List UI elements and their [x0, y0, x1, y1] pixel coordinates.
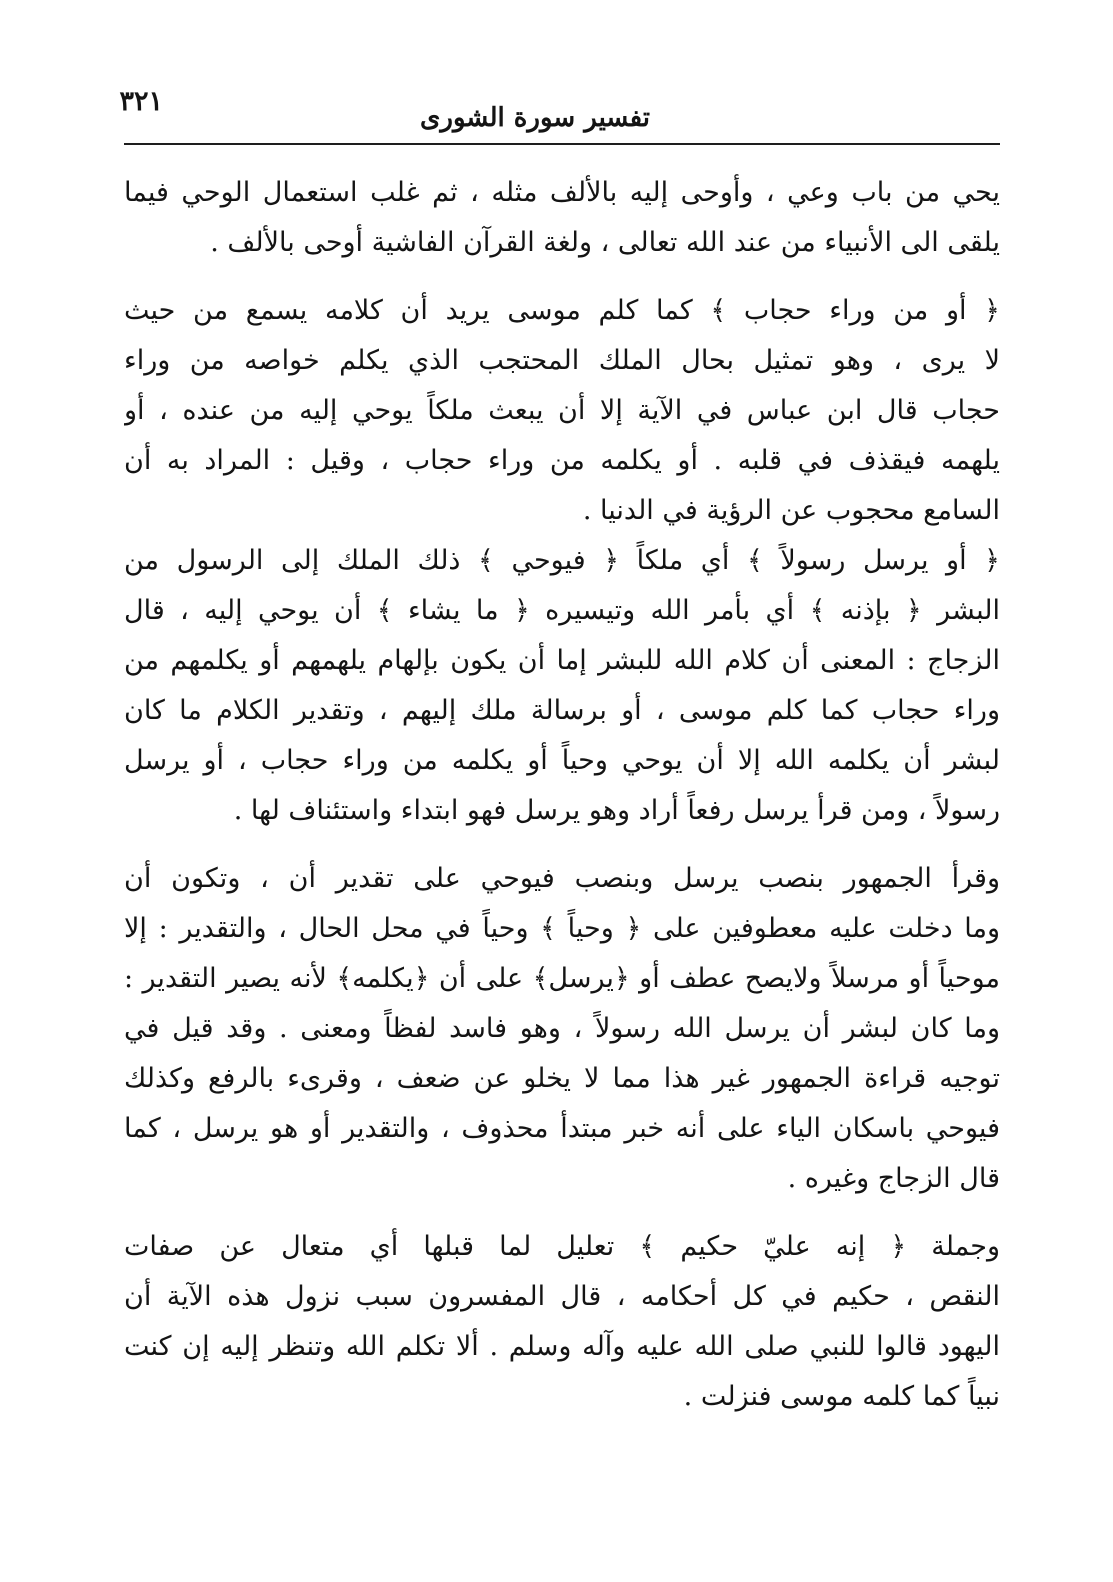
paragraph-3 [124, 536, 1000, 836]
text-line: الزجاج : المعنى أن كلام الله للبشر إما أن يكون بإلهام يلهمهم أو يكلمهم من [124, 645, 1000, 676]
text-line: حجاب قال ابن عباس في الآية إلا أن يبعث ملكاً يوحي إليه من عنده ، أو [124, 395, 1000, 426]
text-line: قال الزجاج وغيره . [787, 1163, 1000, 1194]
text-line: وجملة ﴿ إنه عليّ حكيم ﴾ تعليل لما قبلها أي متعال عن صفات [124, 1231, 1000, 1262]
text-line: رسولاً ، ومن قرأ يرسل رفعاً أراد وهو يرسل فهو ابتداء واستئناف لها . [233, 795, 1000, 826]
header-divider [124, 143, 1000, 145]
text-line: توجيه قراءة الجمهور غير هذا مما لا يخلو عن ضعف ، وقرىء بالرفع وكذلك [124, 1063, 1000, 1094]
paragraph-4 [124, 854, 1000, 1204]
text-line: النقص ، حكيم في كل أحكامه ، قال المفسرون سبب نزول هذه الآية أن [124, 1281, 1000, 1312]
text-line: وراء حجاب كما كلم موسى ، أو برسالة ملك إليهم ، وتقدير الكلام ما كان [124, 695, 1000, 726]
paragraph-2 [124, 286, 1000, 536]
page-number: ٣٢١ [119, 86, 163, 117]
text-line: ﴿ أو من وراء حجاب ﴾ كما كلم موسى يريد أن كلامه يسمع من حيث [124, 295, 1000, 326]
paragraph-1 [124, 168, 1000, 268]
paragraph-gap [124, 268, 1000, 286]
text-line: وقرأ الجمهور بنصب يرسل وبنصب فيوحي على تقدير أن ، وتكون أن [124, 863, 1000, 894]
text-line: لا يرى ، وهو تمثيل بحال الملك المحتجب الذي يكلم خواصه من وراء [124, 345, 1000, 376]
text-line: يلهمه فيقذف في قلبه . أو يكلمه من وراء حجاب ، وقيل : المراد به أن [124, 445, 1000, 476]
paragraph-gap [124, 1204, 1000, 1222]
paragraph-5 [124, 1222, 1000, 1422]
text-line: يحي من باب وعي ، وأوحى إليه بالألف مثله ، ثم غلب استعمال الوحي فيما [124, 177, 1000, 208]
text-line: وما دخلت عليه معطوفين على ﴿ وحياً ﴾ وحياً في محل الحال ، والتقدير : إلا [124, 913, 1000, 944]
text-line: ﴿ أو يرسل رسولاً ﴾ أي ملكاً ﴿ فيوحي ﴾ ذلك الملك إلى الرسول من [124, 545, 1000, 576]
paragraph-gap [124, 836, 1000, 854]
running-header: تفسير سورة الشورى [420, 103, 650, 133]
text-line: البشر ﴿ بإذنه ﴾ أي بأمر الله وتيسيره ﴿ ما يشاء ﴾ أن يوحي إليه ، قال [124, 595, 1000, 626]
text-line: نبياً كما كلمه موسى فنزلت . [683, 1381, 1000, 1412]
text-line: لبشر أن يكلمه الله إلا أن يوحي وحياً أو يكلمه من وراء حجاب ، أو يرسل [124, 745, 1000, 776]
text-line: اليهود قالوا للنبي صلى الله عليه وآله وسلم . ألا تكلم الله وتنظر إليه إن كنت [124, 1331, 1000, 1362]
text-line: السامع محجوب عن الرؤية في الدنيا . [582, 495, 1000, 526]
text-line: فيوحي باسكان الياء على أنه خبر مبتدأ محذوف ، والتقدير أو هو يرسل ، كما [124, 1113, 1000, 1144]
body-text [124, 168, 1000, 1422]
text-line: يلقى الى الأنبياء من عند الله تعالى ، ولغة القرآن الفاشية أوحى بالألف . [210, 227, 1000, 258]
text-line: موحياً أو مرسلاً ولايصح عطف أو ﴿يرسل﴾ على أن ﴿يكلمه﴾ لأنه يصير التقدير : [124, 963, 1000, 994]
text-line: وما كان لبشر أن يرسل الله رسولاً ، وهو فاسد لفظاً ومعنى . وقد قيل في [124, 1013, 1000, 1044]
